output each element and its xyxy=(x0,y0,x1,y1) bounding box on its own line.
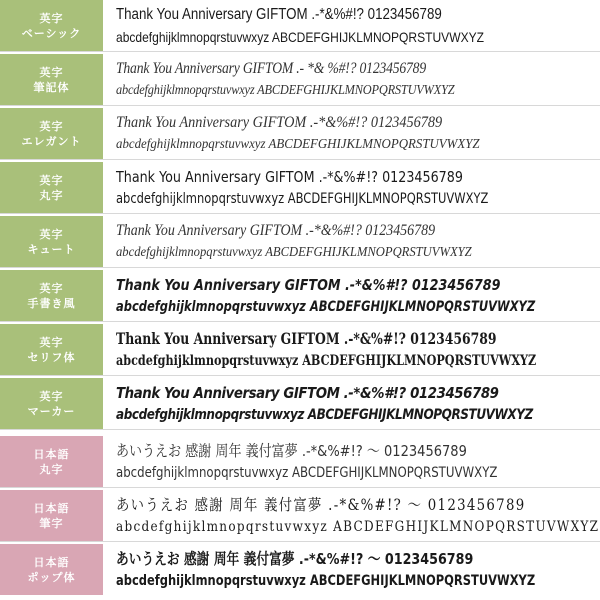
sample-line-1: Thank You Anniversary GIFTOM .-*&%#!? 0123456789 xyxy=(116,113,443,131)
sample-line-1: Thank You Anniversary GIFTOM .-*&%#!? 0123456789 xyxy=(116,167,463,186)
font-label xyxy=(0,544,103,595)
font-sample xyxy=(116,108,556,159)
font-row-english-cute xyxy=(0,216,600,268)
font-row-english-marker xyxy=(0,378,600,430)
font-sample xyxy=(116,162,508,213)
font-label-lang: 日本語 xyxy=(33,447,70,461)
font-sample xyxy=(116,324,537,375)
font-sample xyxy=(116,436,518,487)
font-label-lang: 英字 xyxy=(39,65,64,79)
font-label xyxy=(0,378,103,429)
font-row-japanese-round xyxy=(0,436,600,488)
font-row-japanese-brush xyxy=(0,490,600,542)
font-sample xyxy=(116,216,546,267)
font-label-style: 丸字 xyxy=(39,188,64,202)
sample-line-2: abcdefghijklmnopqrstuvwxyz ABCDEFGHIJKLMNOPQRSTUVWXYZ xyxy=(116,464,498,481)
font-label xyxy=(0,108,103,159)
font-label-style: 手書き風 xyxy=(27,296,76,310)
sample-line-1: Thank You Anniversary GIFTOM .-*&%#!? 0123456789 xyxy=(116,383,499,402)
font-label xyxy=(0,270,103,321)
font-sample xyxy=(116,54,537,105)
font-sample xyxy=(116,270,536,321)
font-label-style: キュート xyxy=(27,242,76,256)
font-label xyxy=(0,490,103,541)
font-sample xyxy=(116,544,536,595)
font-label-lang: 英字 xyxy=(39,335,64,349)
sample-line-2: abcdefghijklmnopqrstuvwxyz ABCDEFGHIJKLMNOPQRSTUVWXYZ xyxy=(116,136,480,152)
font-sample xyxy=(116,378,533,429)
sample-line-1: Thank You Anniversary GIFTOM .-*&%#!? 0123456789 xyxy=(116,328,497,348)
sample-line-2: abcdefghijklmnopqrstuvwxyz ABCDEFGHIJKLMNOPQRSTUVWXYZ xyxy=(116,190,489,207)
font-row-japanese-pop xyxy=(0,544,600,596)
font-label-lang: 英字 xyxy=(39,227,64,241)
font-label-lang: 英字 xyxy=(39,389,64,403)
sample-line-2: abcdefghijklmnopqrstuvwxyz ABCDEFGHIJKLMNOPQRSTUVWXYZ xyxy=(116,518,600,535)
sample-line-2: abcdefghijklmnopqrstuvwxyz ABCDEFGHIJKLMNOPQRSTUVWXYZ xyxy=(116,352,537,369)
font-row-english-handwritten xyxy=(0,270,600,322)
font-label xyxy=(0,54,103,105)
font-label xyxy=(0,324,103,375)
sample-line-2: abcdefghijklmnopqrstuvwxyz ABCDEFGHIJKLMNOPQRSTUVWXYZ xyxy=(116,82,455,98)
font-label-style: セリフ体 xyxy=(27,350,76,364)
font-label-lang: 日本語 xyxy=(33,555,70,569)
sample-line-2: abcdefghijklmnopqrstuvwxyz ABCDEFGHIJKLMNOPQRSTUVWXYZ xyxy=(116,406,533,423)
font-label-lang: 英字 xyxy=(39,11,64,25)
sample-line-1: Thank You Anniversary GIFTOM .- *& %#!? 0123456789 xyxy=(116,59,426,77)
font-label-style: エレガント xyxy=(21,134,82,148)
font-label-style: ポップ体 xyxy=(27,570,76,584)
font-sample xyxy=(116,490,600,541)
sample-line-2: abcdefghijklmnopqrstuvwxyz ABCDEFGHIJKLMNOPQRSTUVWXYZ xyxy=(116,244,472,260)
font-row-english-basic xyxy=(0,0,600,52)
font-row-english-round xyxy=(0,162,600,214)
font-label-style: ベーシック xyxy=(21,26,82,40)
font-row-english-elegant xyxy=(0,108,600,160)
font-label xyxy=(0,216,103,267)
sample-line-2: abcdefghijklmnopqrstuvwxyz ABCDEFGHIJKLMNOPQRSTUVWXYZ xyxy=(116,28,484,45)
font-row-english-cursive xyxy=(0,54,600,106)
sample-line-1: Thank You Anniversary GIFTOM .-*&%#!? 0123456789 xyxy=(116,221,436,239)
sample-line-1: Thank You Anniversary GIFTOM .-*&%#!? 0123456789 xyxy=(116,5,442,23)
font-sample xyxy=(116,0,527,51)
font-label xyxy=(0,436,103,487)
font-label-style: マーカー xyxy=(27,404,76,418)
sample-line-1: あいうえお 感謝 周年 義付富夢 .-*&%#!? ～ 0123456789 xyxy=(116,441,467,460)
font-label-style: 筆字 xyxy=(39,516,64,530)
sample-line-1: あいうえお 感謝 周年 義付富夢 .-*&%#!? ～ 0123456789 xyxy=(116,495,526,514)
sample-line-2: abcdefghijklmnopqrstuvwxyz ABCDEFGHIJKLMNOPQRSTUVWXYZ xyxy=(116,572,536,589)
font-label-lang: 日本語 xyxy=(33,501,70,515)
sample-line-1: あいうえお 感謝 周年 義付富夢 .-*&%#!? ～ 0123456789 xyxy=(116,549,474,568)
font-label-style: 丸字 xyxy=(39,462,64,476)
font-row-english-serif xyxy=(0,324,600,376)
font-label-lang: 英字 xyxy=(39,281,64,295)
font-label-style: 筆記体 xyxy=(33,80,70,94)
font-label xyxy=(0,0,103,51)
font-label-lang: 英字 xyxy=(39,173,64,187)
font-label-lang: 英字 xyxy=(39,119,64,133)
sample-line-1: Thank You Anniversary GIFTOM .-*&%#!? 0123456789 xyxy=(116,275,501,294)
font-label xyxy=(0,162,103,213)
sample-line-2: abcdefghijklmnopqrstuvwxyz ABCDEFGHIJKLMNOPQRSTUVWXYZ xyxy=(116,298,536,315)
